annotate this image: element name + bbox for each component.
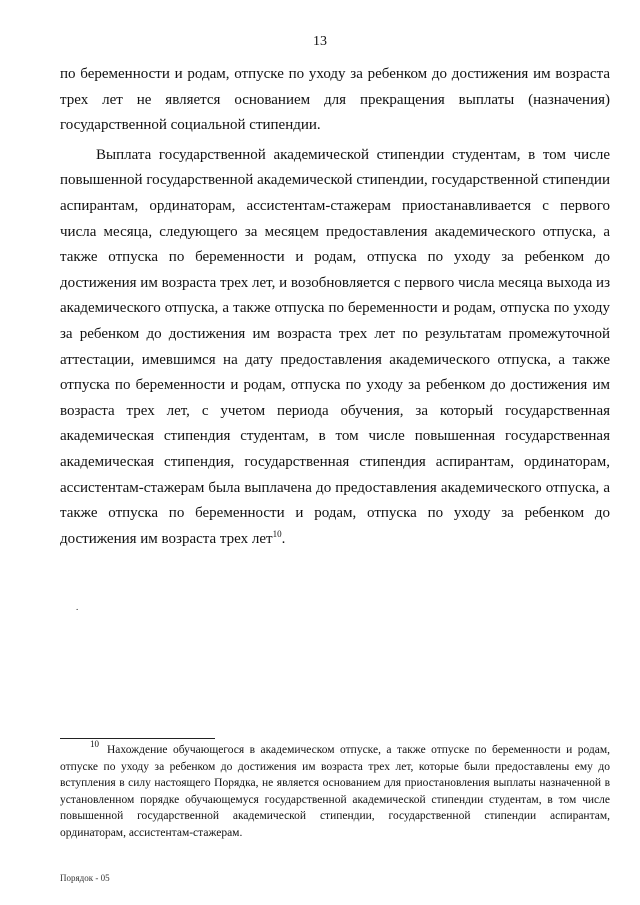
footnote-separator <box>60 738 215 739</box>
paragraph-continuation: по беременности и родам, отпуске по уходу за ребенком до достижения им возраста трех лет не является основанием для прекращения выплаты (назначения) государственной социальной стипендии. <box>60 66 610 134</box>
body-text <box>60 62 610 552</box>
footnote <box>60 739 610 842</box>
footnote-reference[interactable]: 10 <box>272 528 282 539</box>
footnote-text: Нахождение обучающегося в академическом отпуске, а также отпуске по беременности и родам, отпуске по уходу за ребенком до достижения им возраста трех лет, которые были предоставлены ему до вступления в силу настоящего Порядка, не является основанием для приостановления выплаты назначенной в установленном порядке обучающемуся государственной академической стипендии студентам, в том числе повышенной государственной академической стипендии, государственной стипендии аспирантам, ординаторам, ассистентам-стажерам. <box>60 744 610 839</box>
page-footer: Порядок - 05 <box>60 873 110 883</box>
paragraph-end: . <box>281 530 286 547</box>
paragraph-text: Выплата государственной академической стипендии студентам, в том числе повышенной государственной академической стипендии, государственной стипендии аспирантам, ординаторам, ассистентам-стажерам приостанавливается с первого числа месяца, следующего за месяцем предоставления академического отпуска, а также отпуска по беременности и родам, отпуска по уходу за ребенком до достижения им возраста трех лет, и возобновляется с первого числа месяца выхода из академического отпуска, а также отпуска по беременности и родам, отпуска по уходу за ребенком до достижения им возраста трех лет по результатам промежуточной аттестации, имевшимся на дату предоставления академического отпуска, а также отпуска по беременности и родам, отпуска по уходу за ребенком до достижения им возраста трех лет, с учетом периода обучения, за который государственная академическая стипендия студентам, в том числе повышенная государственная академическая стипендия, государственная стипендия аспирантам, ординаторам, ассистентам-стажерам была выплачена до предоставления академического отпуска, а также отпуска по беременности и родам, отпуска по уходу за ребенком до достижения им возраста трех лет <box>60 146 610 547</box>
stray-mark: . <box>76 602 79 612</box>
footnote-marker: 10 <box>90 739 99 749</box>
page-number: 13 <box>313 34 327 49</box>
paragraph-stipend-suspension <box>60 143 610 553</box>
